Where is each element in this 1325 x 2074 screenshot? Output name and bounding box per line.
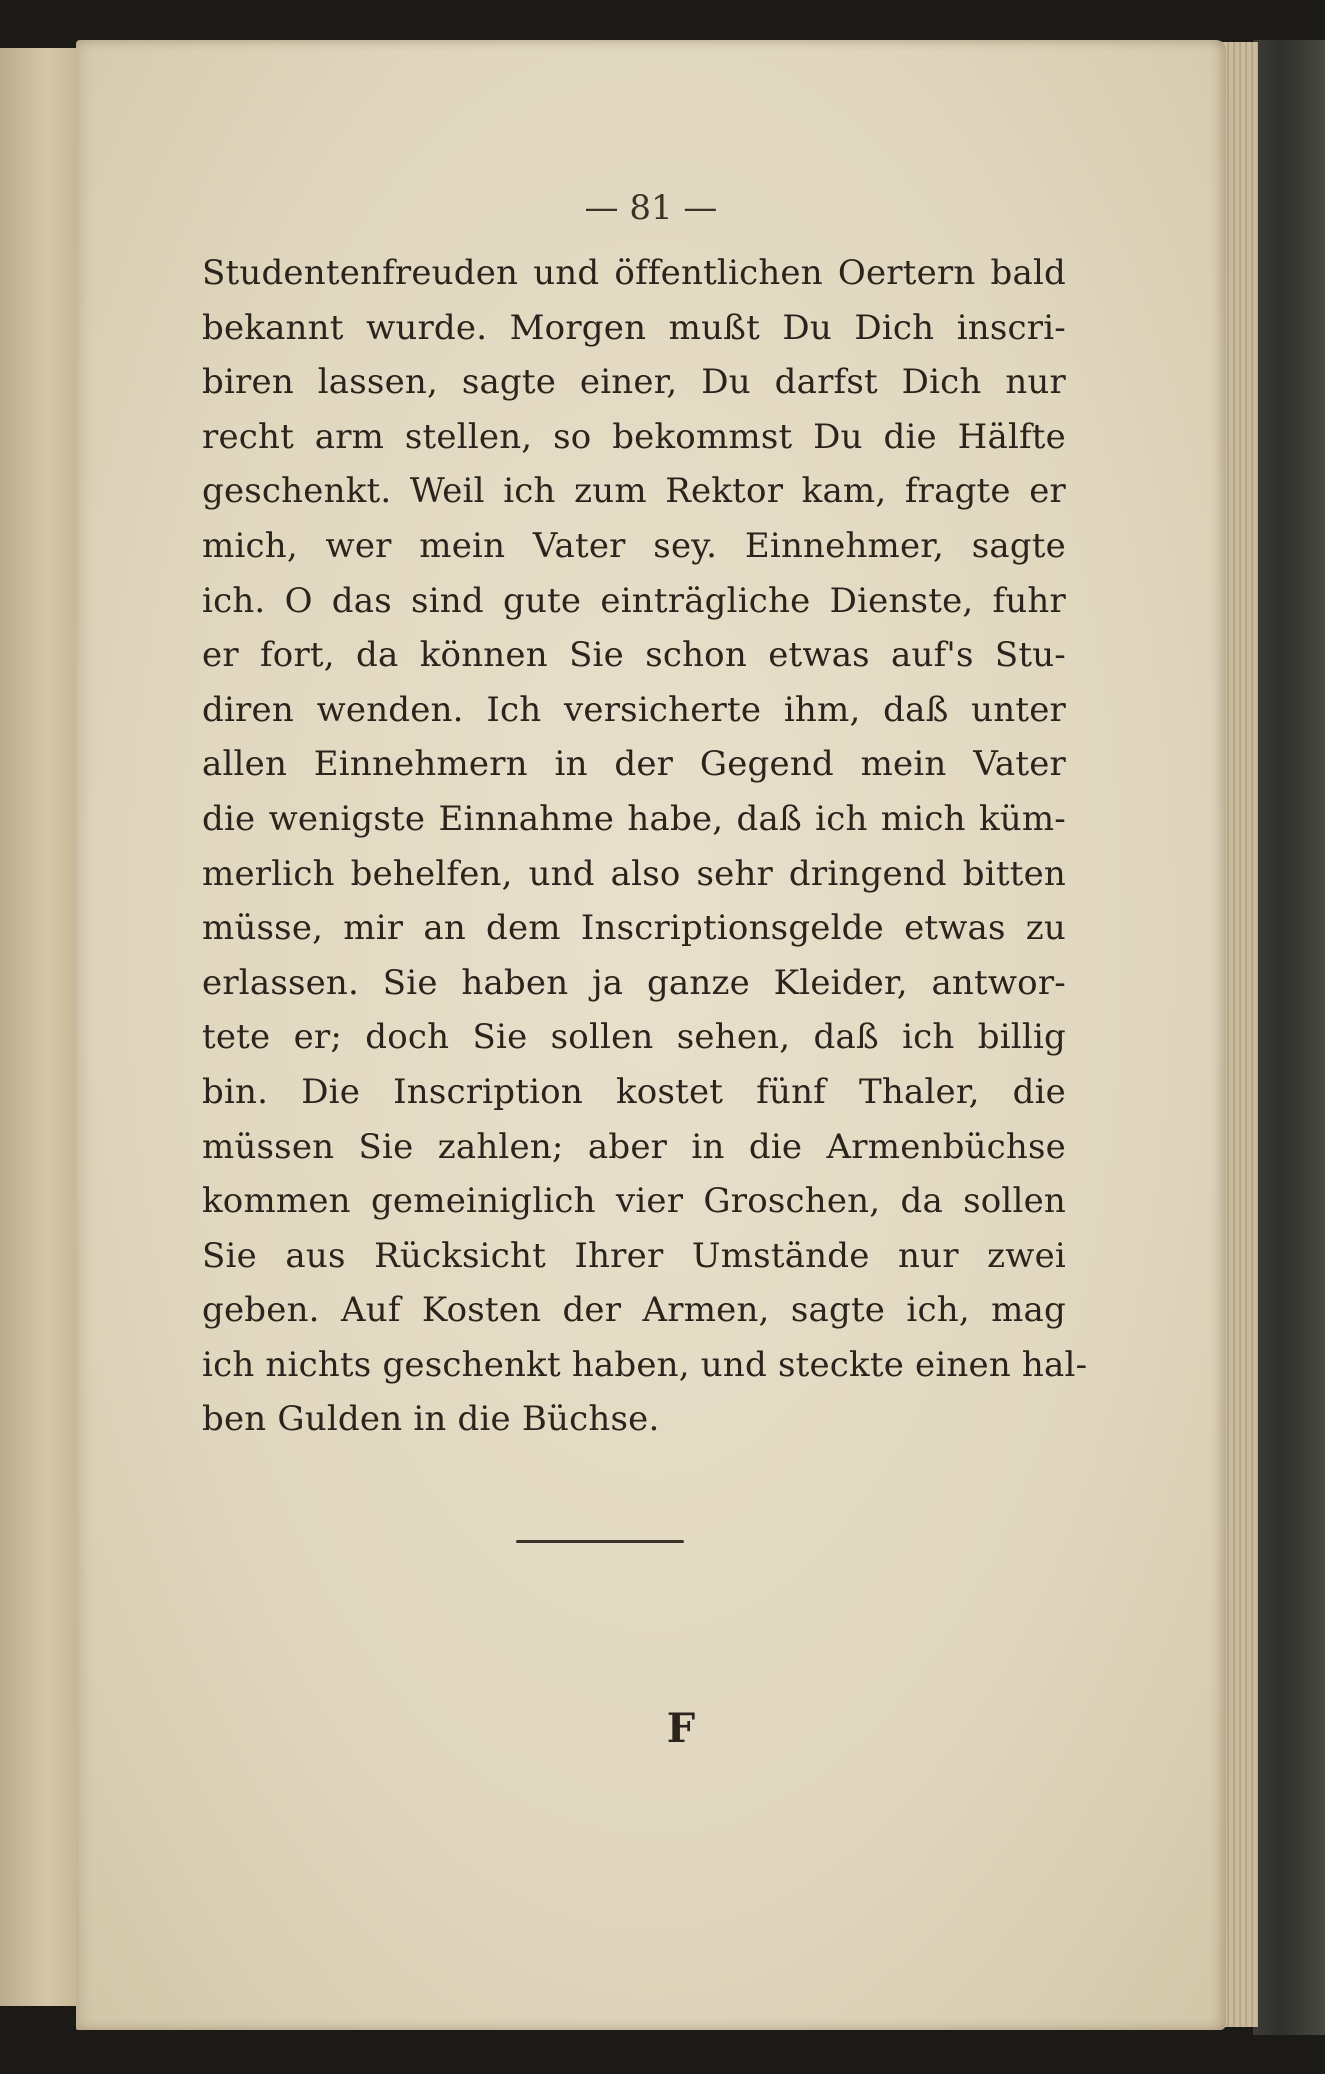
text-line: müssen Sie zahlen; aber in die Armenbüchse	[202, 1126, 1066, 1167]
signature-mark: F	[666, 1705, 696, 1752]
text-line: biren lassen, sagte einer, Du darfst Dich nur	[202, 362, 1066, 403]
text-line: bekannt wurde. Morgen mußt Du Dich inscri-	[202, 307, 1066, 348]
text-line: allen Einnehmern in der Gegend mein Vater	[202, 744, 1066, 785]
text-line: Sie aus Rücksicht Ihrer Umstände nur zwei	[202, 1235, 1066, 1276]
text-line: geben. Auf Kosten der Armen, sagte ich, mag	[202, 1290, 1066, 1331]
text-line: ich. O das sind gute einträgliche Dienste, fuhr	[202, 580, 1066, 621]
text-line: müsse, mir an dem Inscriptionsgelde etwas zu	[202, 908, 1066, 949]
text-line: tete er; doch Sie sollen sehen, daß ich billig	[202, 1017, 1066, 1058]
book-page	[76, 40, 1226, 2030]
text-line: erlassen. Sie haben ja ganze Kleider, antwor-	[202, 962, 1066, 1003]
text-line: bin. Die Inscription kostet fünf Thaler, die	[202, 1071, 1066, 1112]
text-line: diren wenden. Ich versicherte ihm, daß unter	[202, 689, 1066, 730]
body-text	[202, 246, 1088, 1447]
page-number: — 81 —	[584, 188, 718, 228]
text-line: ich nichts geschenkt haben, und steckte einen hal-	[202, 1344, 1088, 1385]
text-line: er fort, da können Sie schon etwas auf's Stu-	[202, 635, 1066, 676]
text-line: ben Gulden in die Büchse.	[202, 1399, 660, 1440]
book-cover-edge	[1253, 40, 1325, 2035]
left-page-edge	[0, 48, 80, 2006]
text-line: geschenkt. Weil ich zum Rektor kam, fragte er	[202, 471, 1066, 512]
text-line: mich, wer mein Vater sey. Einnehmer, sagte	[202, 525, 1066, 566]
text-line: kommen gemeiniglich vier Groschen, da sollen	[202, 1181, 1066, 1222]
text-line: Studentenfreuden und öffentlichen Oertern bald	[202, 253, 1066, 293]
text-line: merlich behelfen, und also sehr dringend bitten	[202, 853, 1066, 894]
text-line: recht arm stellen, so bekommst Du die Hälfte	[202, 416, 1066, 457]
end-rule	[516, 1540, 684, 1543]
text-line: die wenigste Einnahme habe, daß ich mich küm-	[202, 798, 1066, 839]
